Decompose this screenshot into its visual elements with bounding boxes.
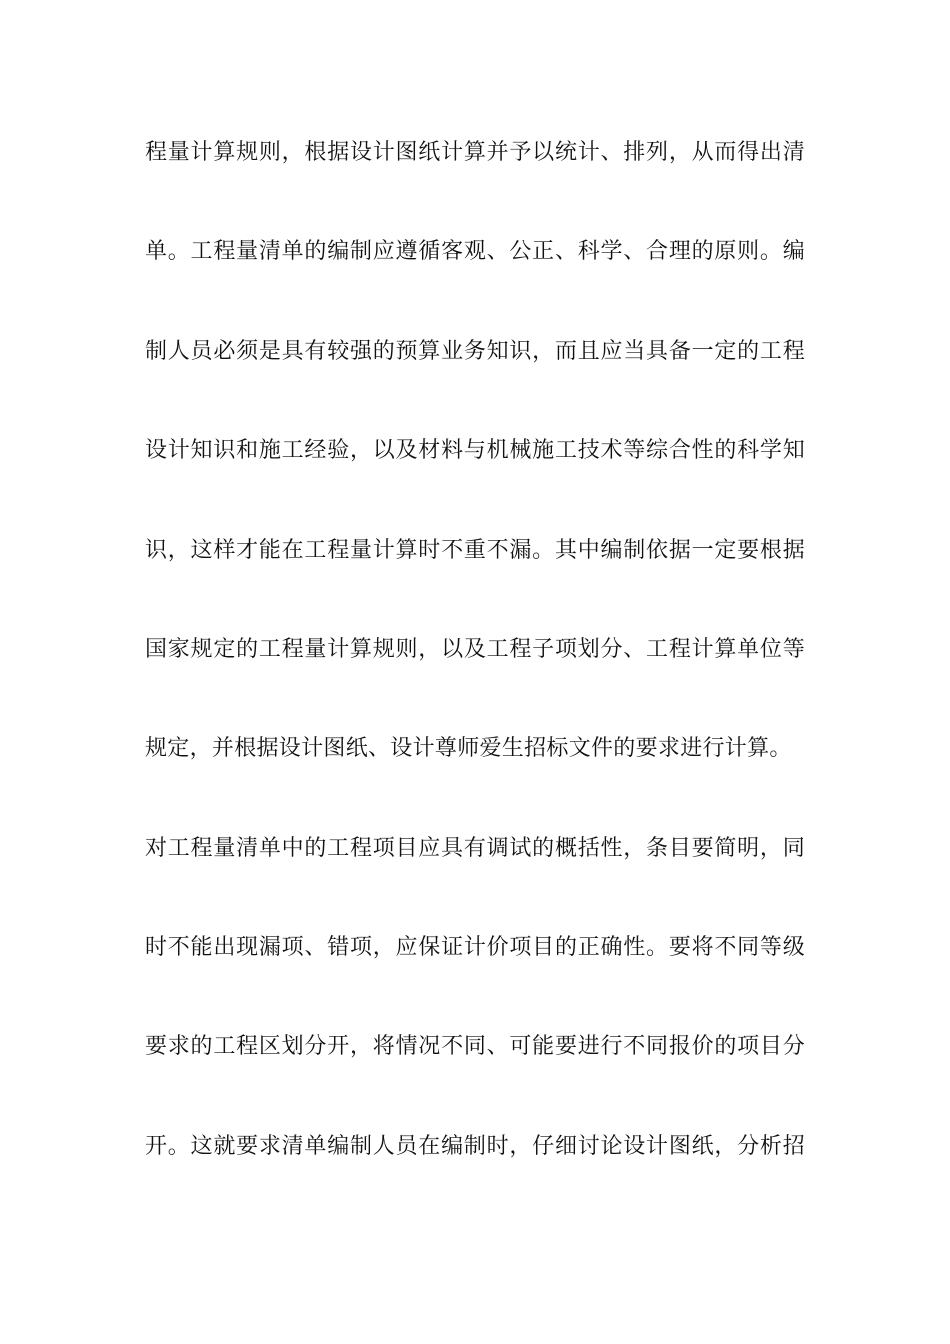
body-text-line: 时不能出现漏项、错项，应保证计价项目的正确性。要将不同等级	[145, 935, 805, 960]
body-text-line: 国家规定的工程量计算规则，以及工程子项划分、工程计算单位等	[145, 637, 805, 662]
body-text-line: 识，这样才能在工程量计算时不重不漏。其中编制依据一定要根据	[145, 538, 805, 563]
body-text-line: 制人员必须是具有较强的预算业务知识，而且应当具备一定的工程	[145, 339, 805, 364]
body-text-line: 设计知识和施工经验，以及材料与机械施工技术等综合性的科学知	[145, 438, 805, 463]
body-text-line: 规定，并根据设计图纸、设计尊师爱生招标文件的要求进行计算。	[145, 736, 792, 761]
body-text-line: 对工程量清单中的工程项目应具有调试的概括性，条目要简明，同	[145, 836, 805, 861]
body-text-line: 开。这就要求清单编制人员在编制时，仔细讨论设计图纸，分析招	[145, 1134, 805, 1159]
body-text-line: 程量计算规则，根据设计图纸计算并予以统计、排列，从而得出清	[145, 140, 805, 165]
body-text-line: 单。工程量清单的编制应遵循客观、公正、科学、合理的原则。编	[145, 239, 805, 264]
body-text-line: 要求的工程区划分开，将情况不同、可能要进行不同报价的项目分	[145, 1034, 805, 1059]
